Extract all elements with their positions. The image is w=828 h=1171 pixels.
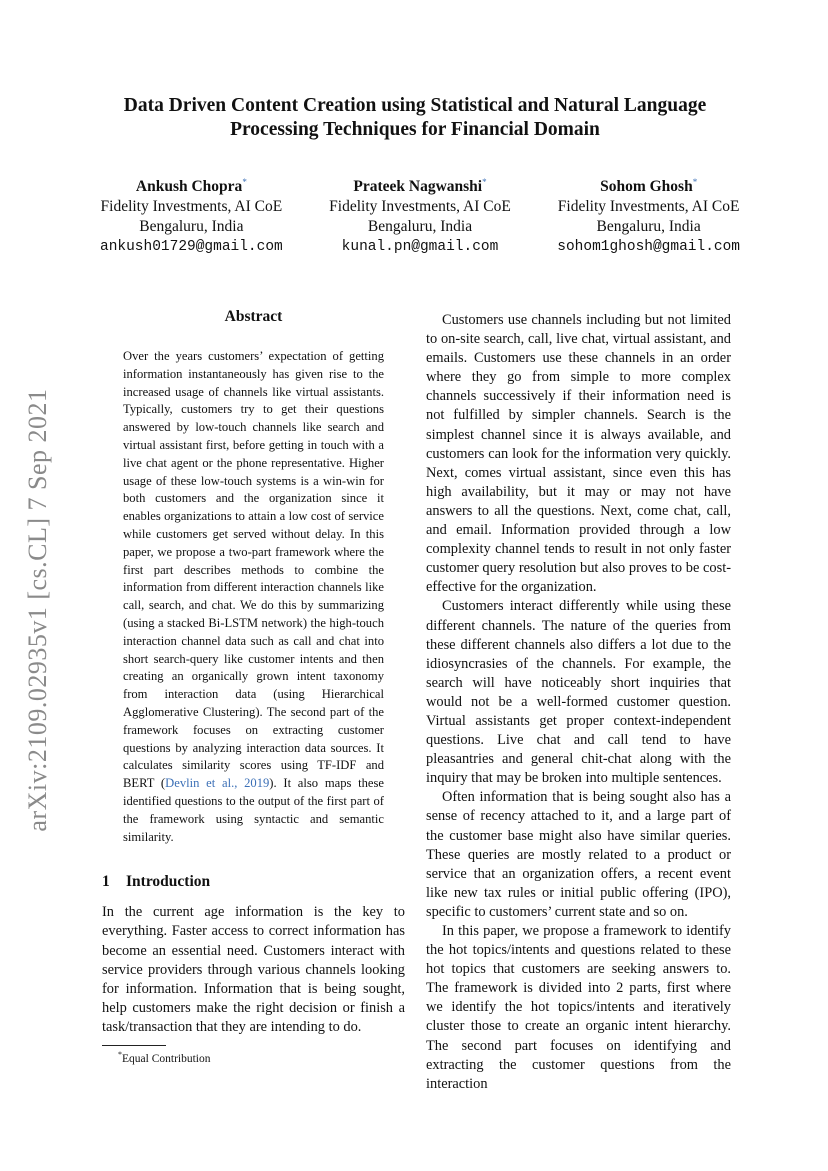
author-email: kunal.pn@gmail.com [341,239,499,256]
author-location: Bengaluru, India [367,218,473,236]
equal-contribution-mark: * [242,177,247,187]
author-3 [557,172,740,257]
arxiv-identifier [20,375,56,845]
author-affiliation: Fidelity Investments, AI CoE [329,198,511,216]
body-paragraph-3: Often information that is being sought also has a sense of recency attached to it, and a large part of the customer base might also have similar queries. These queries are mostly related to a product or service that an organization offers, a recent event like new tax rules or initial public offering (IPO), specific to customers’ current state and so on. [426,789,731,920]
footnote-divider [102,1045,166,1046]
abstract-text [123,348,384,846]
intro-paragraph-1: In the current age information is the key to everything. Faster access to correct information has become an essential need. Customers interact with service providers through various channels looking for information. Information that is being sought, help customers make the right decision or finish a task/transaction that they are intending to do. [102,904,405,1035]
body-paragraph-4: In this paper, we propose a framework to identify the hot topics/intents and questions related to these hot topics that customers are seeking answers to. The framework is divided into 2 parts, first where we identify the hot topics/intents and iteratively cluster those to create an organic intent hierarchy. The second part focuses on identifying and extracting the customer questions from the interaction [426,923,731,1092]
footnote-mark: * [118,1050,122,1059]
author-name: Ankush Chopra [135,178,243,196]
arxiv-identifier-text: arXiv:2109.02935v1 [cs.CL] 7 Sep 2021 [23,388,52,832]
author-location: Bengaluru, India [596,218,701,236]
footnote-text: Equal Contribution [122,1052,211,1065]
abstract-heading: Abstract [224,308,283,325]
right-column [426,311,731,1094]
paper-title: Data Driven Content Creation using Statistical and Natural Language Processing Techniques for Financial Domain [123,95,707,140]
author-1 [100,172,283,257]
author-email: sohom1ghosh@gmail.com [557,239,740,256]
author-affiliation: Fidelity Investments, AI CoE [100,198,283,216]
footnote [118,1050,210,1065]
author-name: Prateek Nagwanshi [353,178,483,196]
equal-contribution-mark: * [482,177,487,187]
abstract-text-part-2: ). It also maps these identified questions to the output of the first part of the framework using syntactic and semantic similarity. [123,776,385,844]
abstract-text-part-1: Over the years customers’ expectation of getting information instantaneously has given rise to the increased usage of channels like virtual assistants. Typically, customers try to get their questions answered by low-touch channels like search and virtual assistant first, before getting in touch with a live chat agent or the phone representative. Higher usage of these low-touch systems is a win-win for both customers and the organization since it enables organizations to attain a low cost of service while customers get served without delay. In this paper, we propose a two-part framework where the first part describes methods to combine the information from different interaction channels like call, search, and chat. We do this by summarizing (using a stacked Bi-LSTM network) the high-touch interaction channel data such as call and chat into short search-query like customer intents and then creating an organically grown intent taxonomy from interaction data (using Hierarchical Agglomerative Clustering). The second part of the framework focuses on extracting customer questions by analyzing interaction data sources. It calculates similarity scores using TF-IDF and BERT ( [123,349,384,791]
author-block [100,172,740,257]
body-paragraph-2: Customers interact differently while using these different channels. The nature of the queries from these different channels also differs a lot due to the idiosyncrasies of the channels. For example, the search will have noticeably short inquiries that would not be a well-formed customer question. Virtual assistants get proper context-independent questions. Live chat and call tend to have pleasantries and general chit-chat along with the inquiry that may be broken into multiple sentences. [426,598,731,787]
section-number: 1 [102,873,110,891]
section-title: Introduction [126,873,211,891]
equal-contribution-mark: * [692,177,698,187]
author-location: Bengaluru, India [139,218,244,236]
section-heading-introduction [102,873,405,891]
author-email: ankush01729@gmail.com [100,239,283,256]
author-2 [329,172,511,257]
left-column [102,308,405,1037]
body-paragraph-1: Customers use channels including but not limited to on-site search, call, live chat, virtual assistant, and emails. Customers use these channels in an order where they go from simple to more complex channels successively if their information need is not fulfilled by simpler channels. Search is the simplest channel since it is always available, and customers can look for the information very quickly. Next, comes virtual assistant, since even this has high availability, but it may or may not have answers to all the questions. Next, come chat, call, and email. Information provided through a low complexity channel tends to result in not only faster customer query resolution but also proves to be cost-effective for the organization. [426,312,731,596]
citation-link[interactable]: Devlin et al., 2019 [165,776,270,791]
author-name: Sohom Ghosh [600,178,693,196]
author-affiliation: Fidelity Investments, AI CoE [557,198,740,216]
